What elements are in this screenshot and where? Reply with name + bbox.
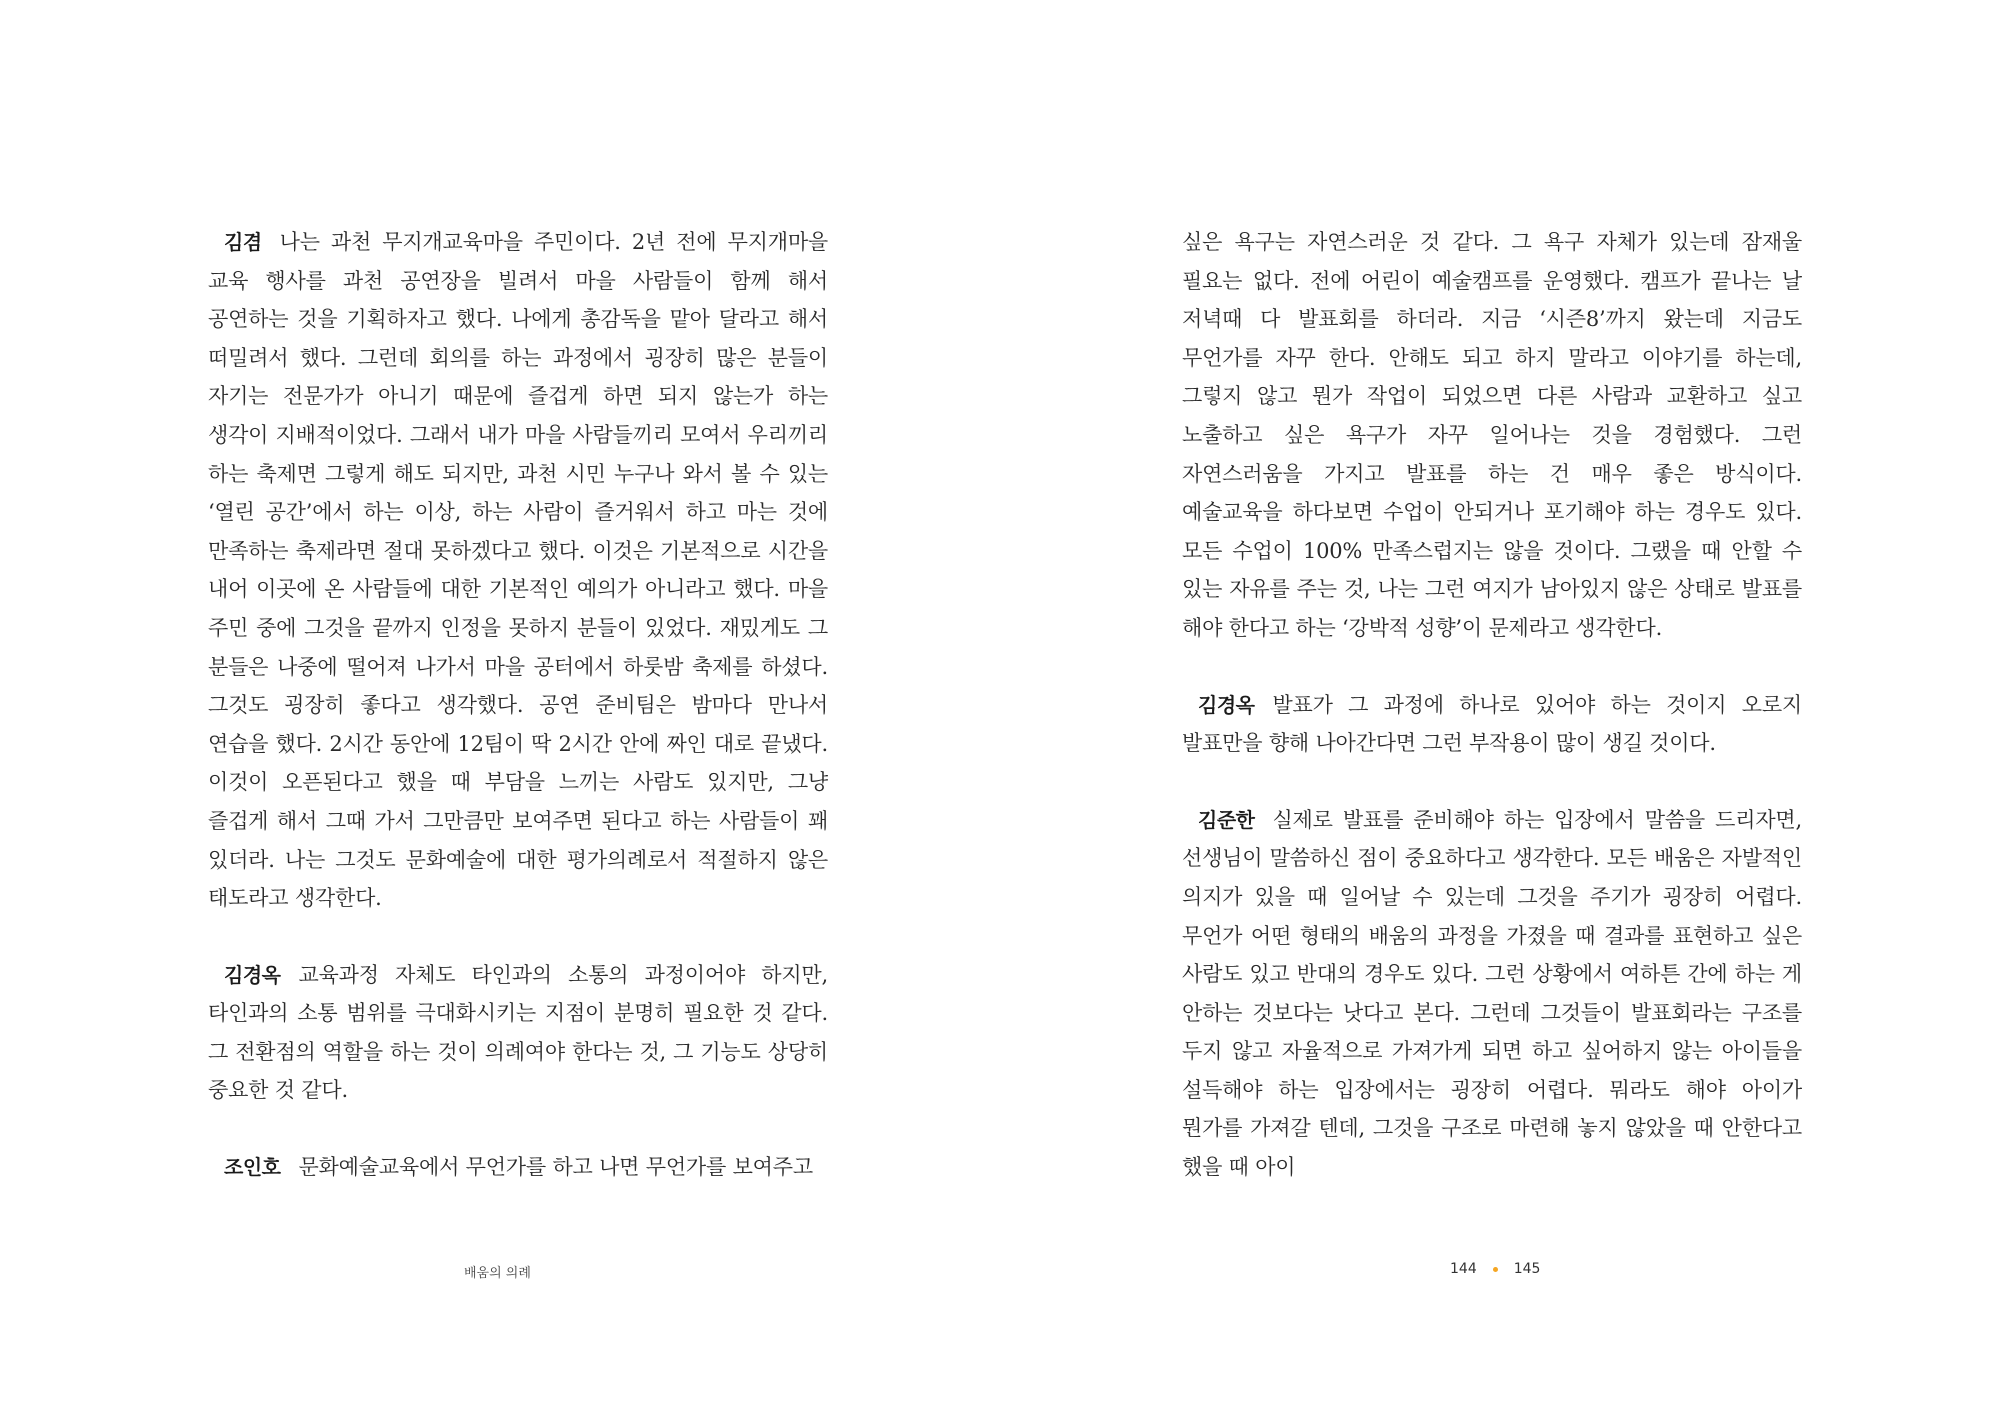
folio-dot-icon xyxy=(1493,1267,1498,1272)
paragraph-text: 문화예술교육에서 무언가를 하고 나면 무언가를 보여주고 xyxy=(298,1155,813,1180)
dialogue-paragraph xyxy=(1182,686,1802,763)
dialogue-paragraph-continued xyxy=(1182,223,1802,648)
speaker-name: 김경옥 xyxy=(1198,692,1255,717)
left-page-text xyxy=(208,223,828,1187)
dialogue-paragraph xyxy=(1182,801,1802,1187)
page-numbers xyxy=(1450,1261,1540,1277)
page-number-right: 145 xyxy=(1513,1261,1541,1277)
speaker-name: 김겸 xyxy=(224,230,262,254)
paragraph-text: 실제로 발표를 준비해야 하는 입장에서 말씀을 드리자면, 선생님이 말씀하신 점이 중요하다고 생각한다. 모든 배움은 자발적인 의지가 있을 때 일어날 수 있는데 그것을 주기가 굉장히 어렵다. 무언가 어떤 형태의 배움의 과정을 가졌을 때 결과를 표현하고 싶은 사람도 있고 반대의 경우도 있다. 그런 상황에서 여하튼 간에 하는 게 안하는 것보다는 낫다고 본다. 그런데 그것들이 발표회라는 구조를 두지 않고 자율적으로 가져가게 되면 하고 싶어하지 않는 아이들을 설득해야 하는 입장에서는 굉장히 어렵다. 뭐라도 해야 아이가 뭔가를 가져갈 텐데, 그것을 구조로 마련해 놓지 않았을 때 안한다고 했을 때 아이 xyxy=(1182,807,1802,1180)
speaker-name: 김경옥 xyxy=(224,962,281,987)
dialogue-paragraph xyxy=(208,956,828,1110)
paragraph-text: 싶은 욕구는 자연스러운 것 같다. 그 욕구 자체가 있는데 잠재울 필요는 없다. 전에 어린이 예술캠프를 운영했다. 캠프가 끝나는 날 저녁때 다 발표회를 하더라. 지금 ‘시즌8’까지 왔는데 지금도 무언가를 자꾸 한다. 안해도 되고 하지 말라고 이야기를 하는데, 그렇지 않고 뭔가 작업이 되었으면 다른 사람과 교환하고 싶고 노출하고 싶은 욕구가 자꾸 일어나는 것을 경험했다. 그런 자연스러움을 가지고 발표를 하는 건 매우 좋은 방식이다. 예술교육을 하다보면 수업이 안되거나 포기해야 하는 경우도 있다. 모든 수업이 100% 만족스럽지는 않을 것이다. 그랬을 때 안할 수 있는 자유를 주는 것, 나는 그런 여지가 남아있지 않은 상태로 발표를 해야 한다고 하는 ‘강박적 성향’이 문제라고 생각한다. xyxy=(1182,230,1802,640)
paragraph-text: 교육과정 자체도 타인과의 소통의 과정이어야 하지만, 타인과의 소통 범위를 극대화시키는 지점이 분명히 필요한 것 같다. 그 전환점의 역할을 하는 것이 의례여야 한다는 것, 그 기능도 상당히 중요한 것 같다. xyxy=(208,962,828,1103)
speaker-name: 김준한 xyxy=(1198,807,1255,832)
page-number-left: 144 xyxy=(1450,1261,1477,1277)
dialogue-paragraph xyxy=(208,1148,828,1187)
running-footer-title: 배움의 의례 xyxy=(464,1266,531,1281)
paragraph-text: 발표가 그 과정에 하나로 있어야 하는 것이지 오로지 발표만을 향해 나아간다면 그런 부작용이 많이 생길 것이다. xyxy=(1182,692,1802,756)
speaker-name: 조인호 xyxy=(224,1155,281,1180)
right-page-text xyxy=(1182,223,1802,1187)
dialogue-paragraph xyxy=(208,223,828,918)
paragraph-text: 나는 과천 무지개교육마을 주민이다. 2년 전에 무지개마을 교육 행사를 과천 공연장을 빌려서 마을 사람들이 함께 해서 공연하는 것을 기획하자고 했다. 나에게 총감독을 맡아 달라고 해서 떠밀려서 했다. 그런데 회의를 하는 과정에서 굉장히 많은 분들이 자기는 전문가가 아니기 때문에 즐겁게 하면 되지 않는가 하는 생각이 지배적이었다. 그래서 내가 마을 사람들끼리 모여서 우리끼리 하는 축제면 그렇게 해도 되지만, 과천 시민 누구나 와서 볼 수 있는 ‘열린 공간’에서 하는 이상, 하는 사람이 즐거워서 하고 마는 것에 만족하는 축제라면 절대 못하겠다고 했다. 이것은 기본적으로 시간을 내어 이곳에 온 사람들에 대한 기본적인 예의가 아니라고 했다. 마을 주민 중에 그것을 끝까지 인정을 못하지 분들이 있었다. 재밌게도 그 분들은 나중에 떨어져 나가서 마을 공터에서 하룻밤 축제를 하셨다. 그것도 굉장히 좋다고 생각했다. 공연 준비팀은 밤마다 만나서 연습을 했다. 2시간 동안에 12팀이 딱 2시간 안에 짜인 대로 끝냈다. 이것이 오픈된다고 했을 때 부담을 느끼는 사람도 있지만, 그냥 즐겁게 해서 그때 가서 그만큼만 보여주면 된다고 하는 사람들이 꽤 있더라. 나는 그것도 문화예술에 대한 평가의례로서 적절하지 않은 태도라고 생각한다. xyxy=(208,230,828,911)
right-page xyxy=(1000,0,2000,1413)
